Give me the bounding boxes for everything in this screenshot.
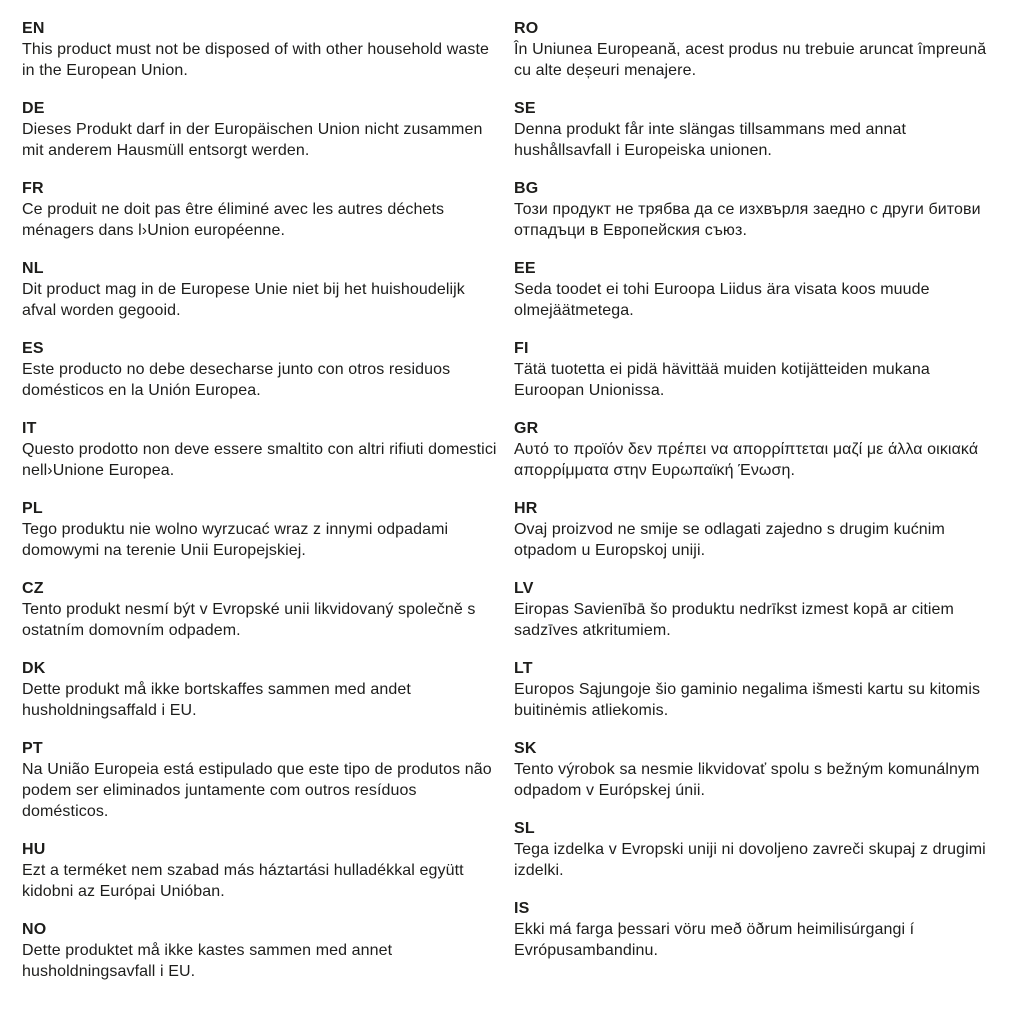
language-text: Dette produktet må ikke kastes sammen med annet husholdningsavfall i EU. [22, 942, 393, 980]
language-text: În Uniunea Europeană, acest produs nu trebuie aruncat împreună cu alte deșeuri menajere. [514, 41, 987, 79]
language-code: GR [514, 420, 539, 437]
language-text: Този продукт не трябва да се изхвърля заедно с други битови отпадъци в Европейския съюз. [514, 201, 981, 239]
language-code: PT [22, 740, 43, 757]
language-text: Ekki má farga þessari vöru með öðrum heimilisúrgangi í Evrópusambandinu. [514, 921, 915, 959]
language-entry [22, 839, 500, 902]
language-code: EN [22, 20, 45, 37]
language-text: This product must not be disposed of with other household waste in the European Union. [22, 41, 490, 79]
language-entry [22, 658, 500, 721]
column-left [22, 18, 500, 1006]
language-entry [22, 258, 500, 321]
language-entry [22, 418, 500, 481]
language-entry [514, 498, 1004, 561]
language-text: Ovaj proizvod ne smije se odlagati zajedno s drugim kućnim otpadom u Europskoj uniji. [514, 521, 945, 559]
language-code: HU [22, 841, 46, 858]
language-entry [514, 338, 1004, 401]
language-code: ES [22, 340, 44, 357]
language-code: IS [514, 900, 530, 917]
language-code: DK [22, 660, 46, 677]
language-text: Na União Europeia está estipulado que este tipo de produtos não podem ser eliminados juntamente com outros resíduos domésticos. [22, 761, 492, 820]
language-text: Tento výrobok sa nesmie likvidovať spolu s bežným komunálnym odpadom v Európskej únii. [514, 761, 980, 799]
language-entry [22, 18, 500, 81]
column-right [514, 18, 1004, 1006]
language-text: Eiropas Savienībā šo produktu nedrīkst izmest kopā ar citiem sadzīves atkritumiem. [514, 601, 954, 639]
language-entry [514, 578, 1004, 641]
language-code: SE [514, 100, 536, 117]
language-text: Europos Sąjungoje šio gaminio negalima išmesti kartu su kitomis buitinėmis atliekomis. [514, 681, 981, 719]
language-code: FR [22, 180, 44, 197]
language-code: DE [22, 100, 45, 117]
language-text: Tego produktu nie wolno wyrzucać wraz z innymi odpadami domowymi na terenie Unii Europejskiej. [22, 521, 449, 559]
language-text: Tega izdelka v Evropski uniji ni dovoljeno zavreči skupaj z drugimi izdelki. [514, 841, 986, 879]
language-code: HR [514, 500, 538, 517]
language-code: NL [22, 260, 44, 277]
language-text: Dit product mag in de Europese Unie niet bij het huishoudelijk afval worden gegooid. [22, 281, 465, 319]
language-entry [22, 919, 500, 982]
language-code: NO [22, 921, 47, 938]
language-text: Tento produkt nesmí být v Evropské unii likvidovaný společně s ostatním domovním odpadem. [22, 601, 476, 639]
language-code: FI [514, 340, 529, 357]
language-entry [514, 258, 1004, 321]
language-code: EE [514, 260, 536, 277]
language-text: Questo prodotto non deve essere smaltito con altri rifiuti domestici nell›Unione Europea. [22, 441, 497, 479]
language-text: Tätä tuotetta ei pidä hävittää muiden kotijätteiden mukana Euroopan Unionissa. [514, 361, 930, 399]
language-entry [22, 338, 500, 401]
language-code: RO [514, 20, 539, 37]
language-entry [514, 658, 1004, 721]
language-entry [514, 738, 1004, 801]
language-code: LV [514, 580, 534, 597]
language-code: SK [514, 740, 537, 757]
language-entry [514, 898, 1004, 961]
language-text: Denna produkt får inte slängas tillsammans med annat hushållsavfall i Europeiska unionen. [514, 121, 907, 159]
language-entry [514, 98, 1004, 161]
language-code: IT [22, 420, 37, 437]
language-code: CZ [22, 580, 44, 597]
language-code: BG [514, 180, 539, 197]
language-text: Este producto no debe desecharse junto con otros residuos domésticos en la Unión Europea. [22, 361, 451, 399]
language-text: Ce produit ne doit pas être éliminé avec les autres déchets ménagers dans l›Union européenne. [22, 201, 445, 239]
language-entry [22, 498, 500, 561]
language-code: PL [22, 500, 43, 517]
language-entry [22, 98, 500, 161]
language-text: Ezt a terméket nem szabad más háztartási hulladékkal együtt kidobni az Európai Unióban. [22, 862, 464, 900]
language-entry [514, 418, 1004, 481]
language-code: LT [514, 660, 533, 677]
language-entry [22, 738, 500, 822]
language-entry [22, 178, 500, 241]
language-entry [514, 818, 1004, 881]
language-text: Dieses Produkt darf in der Europäischen Union nicht zusammen mit anderem Hausmüll entsorgt werden. [22, 121, 483, 159]
language-text: Seda toodet ei tohi Euroopa Liidus ära visata koos muude olmejäätmetega. [514, 281, 930, 319]
language-code: SL [514, 820, 535, 837]
language-entry [514, 178, 1004, 241]
language-entry [22, 578, 500, 641]
language-text: Αυτό το προϊόν δεν πρέπει να απορρίπτεται μαζί με άλλα οικιακά απορρίμματα στην Ευρωπαϊκή Ένωση. [514, 441, 979, 479]
language-text: Dette produkt må ikke bortskaffes sammen med andet husholdningsaffald i EU. [22, 681, 411, 719]
language-entry [514, 18, 1004, 81]
